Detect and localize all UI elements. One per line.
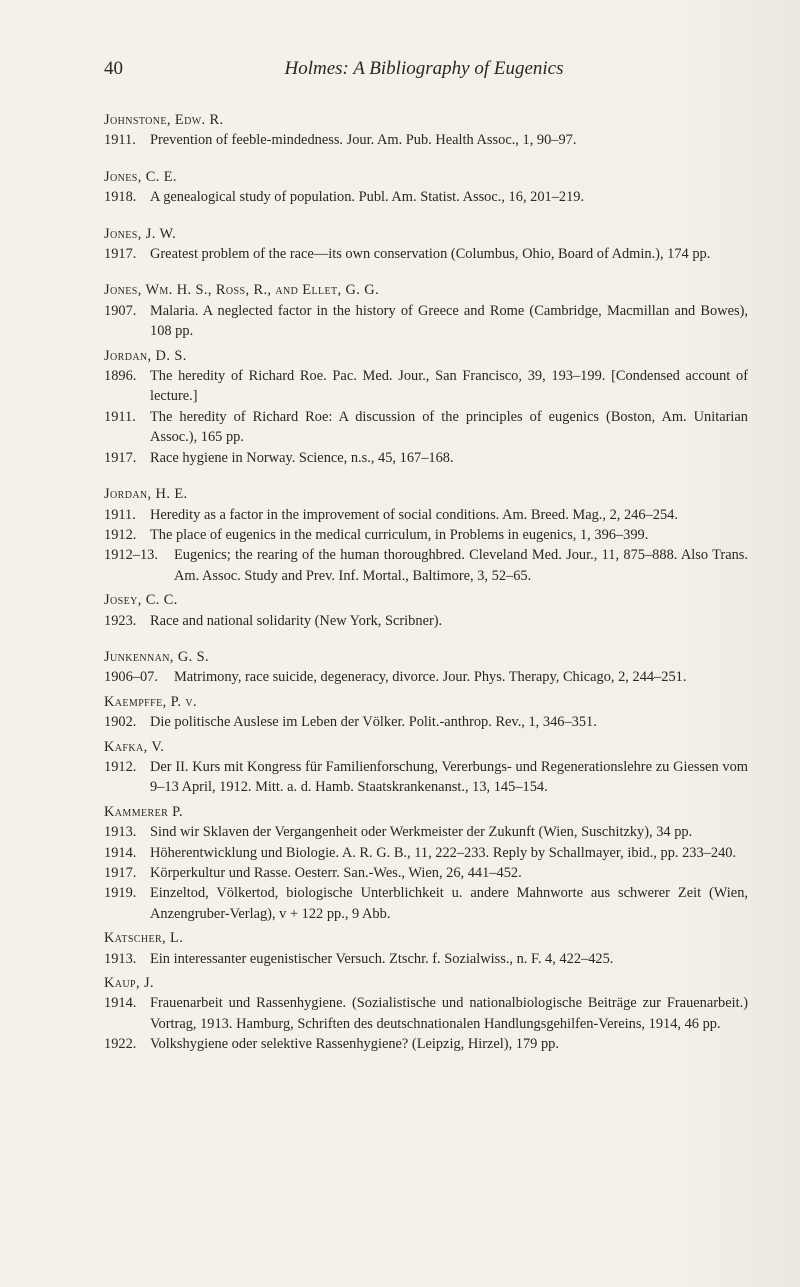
entry-item [104,883,748,924]
entry-year: 1906–07. [104,669,158,686]
entry-kafka [104,737,748,798]
entry-year: 1923. [104,612,137,629]
entry-year: 1917. [104,865,137,881]
entry-author: Jordan, H. E. [104,486,188,503]
entry-author: Kaup, J. [104,975,154,992]
entry-item [104,611,748,631]
entry-text: The heredity of Richard Roe. Pac. Med. Jour., San Francisco, 39, 193–199. [Condensed account of lecture.] [150,368,748,405]
entry-text: Greatest problem of the race—its own conservation (Columbus, Ohio, Board of Admin.), 174 pp. [150,246,711,263]
entry-item [104,993,748,1034]
entry-item [104,822,748,842]
entry-jordan-ds [104,346,748,468]
entry-item [104,505,748,525]
entry-text: The heredity of Richard Roe: A discussion of the principles of eugenics (Boston, Am. Unitarian Assoc.), 165 pp. [150,408,748,446]
entry-text: Frauenarbeit und Rassenhygiene. (Sozialistische und nationalbiologische Beiträge zur Frauenarbeit.) Vortrag, 1913. Hamburg, Schriften des deutschnationalen Handlungsgehilfen-Vereins, 1914, 46 pp. [150,995,748,1032]
entry-item [104,667,748,687]
entry-katscher [104,928,748,969]
entry-kammerer [104,802,748,924]
entry-year: 1912. [104,758,137,775]
entry-kaempffe [104,692,748,733]
bibliography-list [104,94,748,1055]
entry-year: 1911. [104,506,136,523]
entry-jones-ce [104,167,748,208]
entry-text: Höherentwicklung und Biologie. A. R. G. B., 11, 222–233. Reply by Schallmayer, ibid., pp. 233–240. [150,844,737,861]
entry-text: A genealogical study of population. Publ. Am. Statist. Assoc., 16, 201–219. [150,189,585,206]
entry-author: Jones, C. E. [104,168,177,185]
entry-year: 1912–13. [104,547,158,564]
entry-text: Malaria. A neglected factor in the history of Greece and Rome (Cambridge, Macmillan and Bowes), 108 pp. [150,302,748,340]
entry-kaup [104,973,748,1055]
entry-item [104,130,748,150]
entry-author: Jones, Wm. H. S., Ross, R., and Ellet, G. G. [104,282,380,299]
entry-text: Volkshygiene oder selektive Rassenhygiene? (Leipzig, Hirzel), 179 pp. [150,1036,559,1053]
entry-year: 1917. [104,246,137,263]
entry-jordan-he [104,484,748,586]
entry-item [104,545,748,586]
entry-text: Race and national solidarity (New York, Scribner). [150,612,443,629]
entry-author: Kammerer P. [104,803,183,820]
entry-author: Johnstone, Edw. R. [104,112,224,128]
entry-item [104,1034,748,1054]
entry-year: 1911. [104,132,136,149]
entry-author: Jordan, D. S. [104,347,187,364]
entry-year: 1918. [104,189,137,206]
entry-text: Eugenics; the rearing of the human thoroughbred. Cleveland Med. Jour., 11, 875–888. Also Trans. Am. Assoc. Study and Prev. Inf. Mortal., Baltimore, 3, 52–65. [174,547,748,584]
running-title: Holmes: A Bibliography of Eugenics [284,58,564,79]
entry-author: Kafka, V. [104,738,165,755]
entry-year: 1913. [104,950,137,967]
entry-item [104,187,748,207]
entry-item [104,366,748,407]
entry-item [104,244,748,264]
entry-author: Josey, C. C. [104,592,178,609]
entry-text: Heredity as a factor in the improvement of social conditions. Am. Breed. Mag., 2, 246–254. [150,506,678,523]
entry-josey [104,590,748,631]
entry-item [104,712,748,732]
entry-year: 1907. [104,302,137,319]
entry-author: Katscher, L. [104,930,184,947]
page-header [104,58,744,98]
entry-jones-jw [104,224,748,265]
entry-text: Körperkultur und Rasse. Oesterr. San.-Wes., Wien, 26, 441–452. [150,865,522,881]
entry-year: 1914. [104,995,137,1012]
entry-text: Einzeltod, Völkertod, biologische Unterblichkeit u. andere Mahnworte aus schwerer Zeit (Wien, Anzengruber-Verlag), v + 122 pp., 9 Abb. [150,885,748,922]
entry-text: Die politische Auslese im Leben der Völker. Polit.-anthrop. Rev., 1, 346–351. [150,714,597,731]
entry-year: 1896. [104,368,137,385]
entry-author: Jones, J. W. [104,225,177,242]
entry-year: 1919. [104,885,137,902]
entry-item [104,407,748,448]
entry-item [104,448,748,468]
entry-text: Race hygiene in Norway. Science, n.s., 45, 167–168. [150,449,454,466]
entry-item [104,863,748,883]
entry-item [104,757,748,798]
entry-junkennan [104,647,748,688]
entry-year: 1922. [104,1036,137,1053]
entry-item [104,525,748,545]
entry-item [104,301,748,342]
entry-year: 1911. [104,408,136,425]
entry-text: Matrimony, race suicide, degeneracy, divorce. Jour. Phys. Therapy, Chicago, 2, 244–251. [174,669,687,686]
entry-author: Kaempffe, P. v. [104,693,198,710]
entry-text: The place of eugenics in the medical curriculum, in Problems in eugenics, 1, 396–399. [150,526,649,543]
entry-text: Prevention of feeble-mindedness. Jour. Am. Pub. Health Assoc., 1, 90–97. [150,132,577,149]
entry-text: Ein interessanter eugenistischer Versuch. Ztschr. f. Sozialwiss., n. F. 4, 422–425. [150,950,614,967]
entry-item [104,843,748,863]
entry-year: 1902. [104,714,137,731]
entry-text: Der II. Kurs mit Kongress für Familienforschung, Vererbungs- und Regenerationslehre zu Giessen vom 9–13 April, 1912. Mitt. a. d. Hamb. Staatskrankenanst., 13, 145–154. [150,758,748,796]
entry-jones-wm [104,280,748,341]
entry-year: 1914. [104,844,137,861]
entry-year: 1913. [104,824,137,841]
entry-year: 1917. [104,449,137,466]
entry-text: Sind wir Sklaven der Vergangenheit oder Werkmeister der Zukunft (Wien, Suschitzky), 34 pp. [150,824,693,841]
entry-author: Junkennan, G. S. [104,648,210,665]
entry-johnstone [104,110,748,151]
entry-item [104,949,748,969]
entry-year: 1912. [104,526,137,543]
page-number: 40 [104,58,123,79]
